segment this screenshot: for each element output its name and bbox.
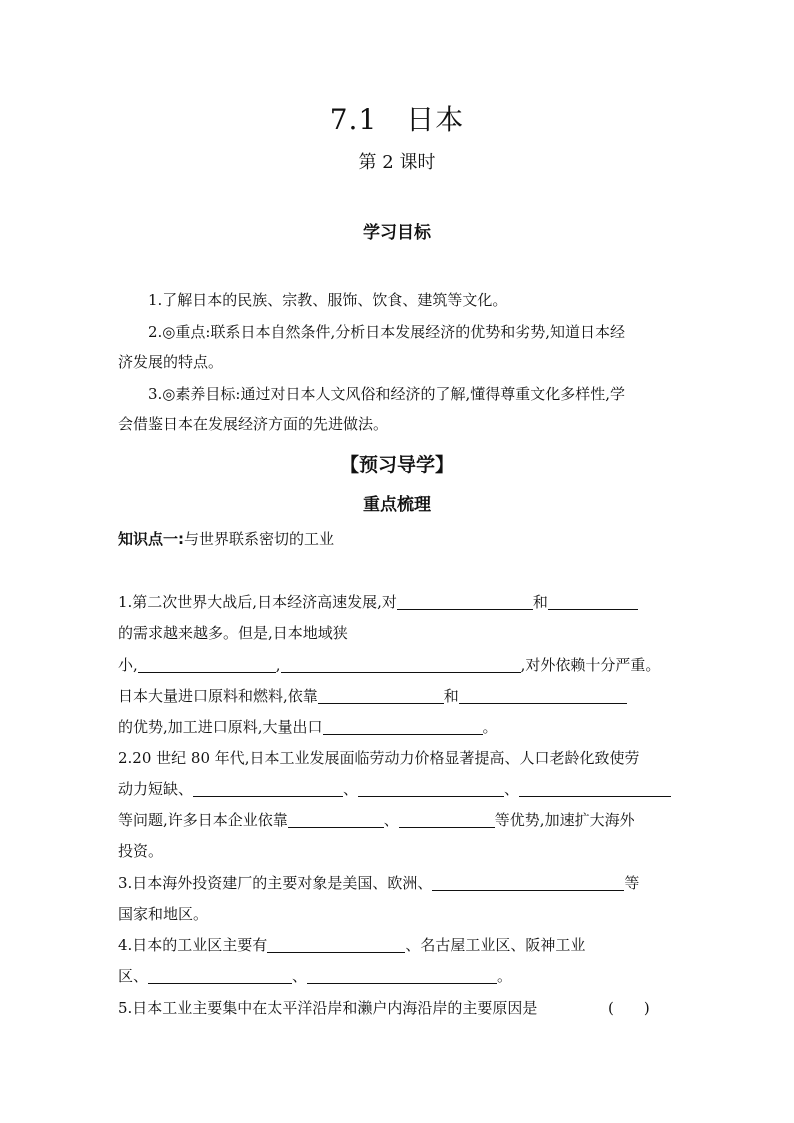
question-1-line-1: 1.第二次世界大战后,日本经济高速发展,对 和 bbox=[118, 592, 638, 612]
answer-blank[interactable] bbox=[548, 593, 638, 610]
goal-item-2-line-2: 济发展的特点。 bbox=[118, 353, 224, 371]
question-2-line-4: 投资。 bbox=[118, 842, 164, 860]
answer-blank[interactable] bbox=[267, 936, 405, 953]
answer-blank[interactable] bbox=[459, 687, 627, 704]
knowledge-title: 与世界联系密切的工业 bbox=[184, 530, 335, 548]
goal-item-3-line-2: 会借鉴日本在发展经济方面的先进做法。 bbox=[118, 415, 389, 433]
answer-blank[interactable] bbox=[318, 687, 444, 704]
question-4-line-1: 4.日本的工业区主要有 、名古屋工业区、阪神工业 bbox=[118, 936, 586, 954]
answer-blank[interactable] bbox=[519, 780, 671, 797]
key-points-heading: 重点梳理 bbox=[363, 495, 431, 515]
question-2-line-3: 等问题,许多日本企业依靠 、 等优势,加速扩大海外 bbox=[118, 811, 635, 829]
goal-item-3-line-1: 3.◎素养目标:通过对日本人文风俗和经济的了解,懂得尊重文化多样性,学 bbox=[148, 385, 625, 403]
answer-blank[interactable] bbox=[323, 718, 483, 735]
answer-parentheses[interactable]: ( ) bbox=[608, 999, 650, 1017]
preview-heading: 【预习导学】 bbox=[339, 454, 454, 476]
answer-blank[interactable] bbox=[281, 656, 521, 673]
question-3-line-1: 3.日本海外投资建厂的主要对象是美国、欧洲、 等 bbox=[118, 874, 640, 892]
answer-blank[interactable] bbox=[307, 967, 497, 984]
question-1-line-2: 的需求越来越多。但是,日本地域狭 bbox=[118, 624, 348, 642]
page-title: 7.1 日本 bbox=[329, 103, 465, 136]
question-1-line-3: 小, , ,对外依赖十分严重。 bbox=[118, 656, 661, 674]
answer-blank[interactable] bbox=[193, 780, 343, 797]
goals-heading: 学习目标 bbox=[363, 223, 431, 243]
knowledge-point-1 bbox=[118, 529, 334, 549]
goal-item-1: 1.了解日本的民族、宗教、服饰、饮食、建筑等文化。 bbox=[148, 291, 508, 309]
question-1-line-4: 日本大量进口原料和燃料,依靠 和 bbox=[118, 686, 627, 706]
lesson-subtitle: 第 2 课时 bbox=[358, 152, 436, 173]
answer-blank[interactable] bbox=[399, 811, 495, 828]
answer-blank[interactable] bbox=[397, 593, 533, 610]
question-1-line-5: 的优势,加工进口原料,大量出口 。 bbox=[118, 718, 498, 736]
answer-blank[interactable] bbox=[148, 967, 292, 984]
answer-blank[interactable] bbox=[288, 811, 384, 828]
knowledge-label: 知识点一: bbox=[118, 530, 184, 548]
answer-blank[interactable] bbox=[432, 874, 624, 891]
question-5-line-1: 5.日本工业主要集中在太平洋沿岸和濑户内海沿岸的主要原因是 bbox=[118, 999, 538, 1017]
answer-blank[interactable] bbox=[138, 656, 276, 673]
answer-blank[interactable] bbox=[358, 780, 504, 797]
question-2-line-2: 动力短缺、 、 、 bbox=[118, 779, 671, 799]
goal-item-2-line-1: 2.◎重点:联系日本自然条件,分析日本发展经济的优势和劣势,知道日本经 bbox=[148, 323, 625, 341]
question-2-line-1: 2.20 世纪 80 年代,日本工业发展面临劳动力价格显著提高、人口老龄化致使劳 bbox=[118, 749, 640, 767]
question-3-line-2: 国家和地区。 bbox=[118, 905, 209, 923]
question-4-line-2: 区、 、 。 bbox=[118, 967, 513, 985]
